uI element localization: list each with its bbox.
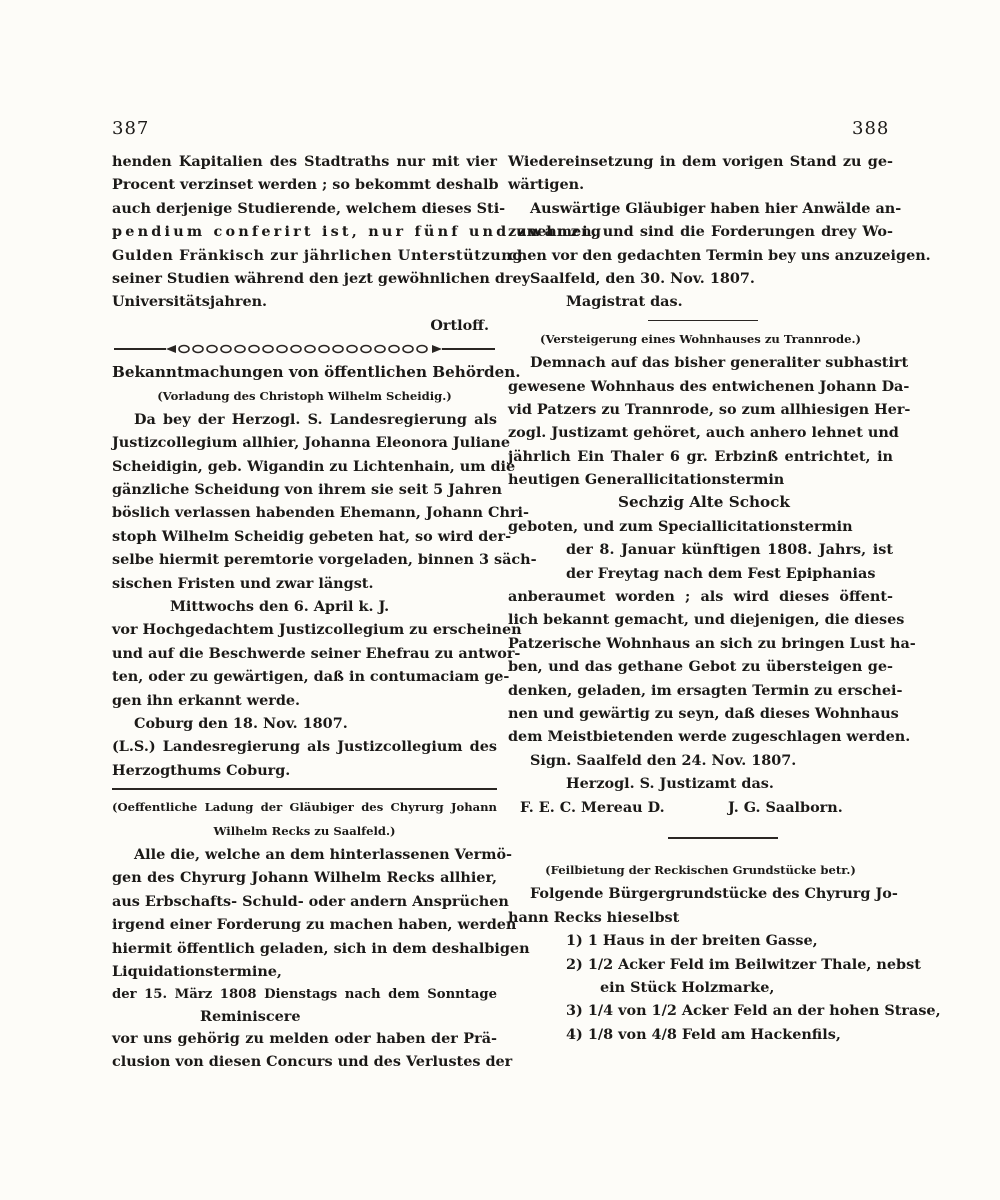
divider-rule — [508, 314, 893, 328]
text-line: nen und gewärtig zu seyn, daß dieses Wohnhaus — [508, 704, 899, 722]
list-item: ein Stück Holzmarke, — [600, 978, 775, 996]
text-line: stoph Wilhelm Scheidig gebeten hat, so wird der- — [112, 527, 512, 545]
deadline-line: Reminiscere — [200, 1007, 301, 1025]
text-line: irgend einer Forderung zu machen haben, werden — [112, 916, 517, 934]
notice-title: (Oeffentliche Ladung der Gläubiger des Chyrurg Johann — [112, 800, 497, 815]
text-line: böslich verlassen habenden Ehemann, Johann Chri- — [112, 504, 529, 522]
signature-line: Herzogl. S. Justizamt das. — [566, 775, 774, 793]
text-line: auch derjenige Studierende, welchem dieses Sti- — [112, 199, 506, 217]
signature-line: (L.S.) Landesregierung als Justizcollegium des — [112, 738, 497, 756]
text-line: Da bey der Herzogl. S. Landesregierung als — [134, 410, 497, 428]
text-line: seiner Studien während den jezt gewöhnlichen drey — [112, 269, 531, 287]
text-line: ben, und das gethane Gebot zu übersteigen ge- — [508, 658, 893, 676]
list-item: 1) 1 Haus in der breiten Gasse, — [566, 932, 818, 950]
text-line: dem Meistbietenden werde zugeschlagen werden. — [508, 728, 911, 746]
place-date: Sign. Saalfeld den 24. Nov. 1807. — [530, 751, 797, 769]
signature-line: Magistrat das. — [566, 293, 683, 311]
divider-rule — [508, 819, 893, 859]
place-date: Coburg den 18. Nov. 1807. — [134, 714, 348, 732]
text-line: Liquidationstermine, — [112, 962, 282, 980]
ornament-svg — [112, 341, 497, 357]
text-line: Wiedereinsetzung in dem vorigen Stand zu ge- — [508, 153, 893, 170]
text-line: hann Recks hieselbst — [508, 908, 680, 926]
text-line: denken, geladen, im ersagten Termin zu erschei- — [508, 681, 903, 699]
text-line: gewesene Wohnhaus des entwichenen Johann Da- — [508, 377, 910, 395]
text-line: Procent verzinset werden ; so bekommt deshalb — [112, 176, 499, 194]
text-line: vor uns gehörig zu melden oder haben der Prä- — [112, 1029, 497, 1047]
text-line: chen vor den gedachten Termin bey uns anzuzeigen. — [508, 246, 931, 264]
notice-title: (Vorladung des Christoph Wilhelm Scheidig.) — [157, 388, 452, 403]
text-line: gen des Chyrurg Johann Wilhelm Recks allhier, — [112, 869, 497, 887]
text-line: aus Erbschafts- Schuld- oder andern Ansprüchen — [112, 892, 509, 910]
divider-rule — [112, 782, 497, 796]
text-line: Demnach auf das bisher generaliter subhastirt — [530, 354, 909, 372]
text-line: gänzliche Scheidung von ihrem sie seit 5 Jahren — [112, 481, 502, 499]
ornamental-divider — [112, 337, 497, 361]
signature-names — [508, 796, 893, 819]
text-line: und auf die Beschwerde seiner Ehefrau zu antwor- — [112, 644, 521, 662]
text-line: henden Kapitalien des Stadtraths nur mit vier — [112, 153, 497, 170]
signature-name-left: F. E. C. Mereau D. — [520, 798, 665, 816]
text-line: wärtigen. — [508, 176, 585, 194]
text-line: lich bekannt gemacht, und diejenigen, die dieses — [508, 611, 905, 629]
text-line: Auswärtige Gläubiger haben hier Anwälde an- — [530, 199, 902, 217]
text-line: Gulden Fränkisch zur jährlichen Unterstützung — [112, 246, 524, 264]
text-line: jährlich Ein Thaler 6 gr. Erbzinß entrichtet, in — [508, 447, 893, 465]
bid-amount: Sechzig Alte Schock — [618, 493, 790, 512]
text-line: selbe hiermit peremtorie vorgeladen, binnen 3 säch- — [112, 551, 537, 569]
text-line: Justizcollegium allhier, Johanna Eleonora Juliane — [112, 434, 511, 452]
list-item: 2) 1/2 Acker Feld im Beilwitzer Thale, nebst — [566, 955, 921, 973]
deadline-line: der 15. März 1808 Dienstags nach dem Sonntage — [112, 987, 497, 1003]
deadline-line: der Freytag nach dem Fest Epiphanias — [566, 564, 876, 582]
text-line: Folgende Bürgergrundstücke des Chyrurg Jo- — [530, 885, 898, 903]
right-column — [508, 150, 941, 1046]
text-line: zogl. Justizamt gehöret, auch anhero lehnet und — [508, 424, 899, 442]
signature-line: Herzogthums Coburg. — [112, 761, 291, 779]
notice-title: (Versteigerung eines Wohnhauses zu Trannrode.) — [540, 331, 861, 346]
list-item: 3) 1/4 von 1/2 Acker Feld an der hohen Strase, — [566, 1002, 941, 1020]
text-line: Patzerische Wohnhaus an sich zu bringen Lust ha- — [508, 634, 916, 652]
author-signature: Ortloff. — [430, 316, 489, 334]
text-line: clusion von diesen Concurs und des Verlustes der — [112, 1053, 513, 1071]
notice-title: (Feilbietung der Reckischen Grundstücke betr.) — [545, 862, 856, 877]
notice-title: Wilhelm Recks zu Saalfeld.) — [213, 823, 396, 838]
section-title: Bekanntmachungen von öffentlichen Behörden. — [112, 363, 521, 382]
text-line: geboten, und zum Speciallicitationstermin — [508, 517, 853, 535]
place-date: Saalfeld, den 30. Nov. 1807. — [530, 269, 755, 287]
text-line: vor Hochgedachtem Justizcollegium zu erscheinen — [112, 621, 522, 639]
text-line: zunehmen, und sind die Forderungen drey Wo- — [508, 223, 893, 241]
signature-name-right: J. G. Saalborn. — [728, 798, 843, 816]
text-line: sischen Fristen und zwar längst. — [112, 574, 374, 592]
deadline-line: der 8. Januar künftigen 1808. Jahrs, ist — [566, 541, 893, 559]
text-line: Scheidigin, geb. Wigandin zu Lichtenhain, um die — [112, 457, 516, 475]
text-line: Universitätsjahren. — [112, 293, 268, 311]
text-line: anberaumet worden ; als wird dieses öffent- — [508, 588, 893, 606]
text-line: Alle die, welche an dem hinterlassenen Vermö- — [134, 845, 513, 863]
page-number-right: 388 — [852, 118, 890, 139]
text-line: ten, oder zu gewärtigen, daß in contumaciam ge- — [112, 668, 510, 686]
text-line: gen ihn erkannt werde. — [112, 691, 301, 709]
text-line: pendium conferirt ist, nur fünf und zwanzig — [112, 223, 605, 241]
text-line: heutigen Generallicitationstermin — [508, 471, 785, 489]
deadline-line: Mittwochs den 6. April k. J. — [170, 598, 390, 616]
text-line: hiermit öffentlich geladen, sich in dem deshalbigen — [112, 939, 530, 957]
list-item: 4) 1/8 von 4/8 Feld am Hackenfils, — [566, 1025, 841, 1043]
text-line: vid Patzers zu Trannrode, so zum allhiesigen Her- — [508, 400, 911, 418]
page-number-left: 387 — [112, 118, 150, 139]
